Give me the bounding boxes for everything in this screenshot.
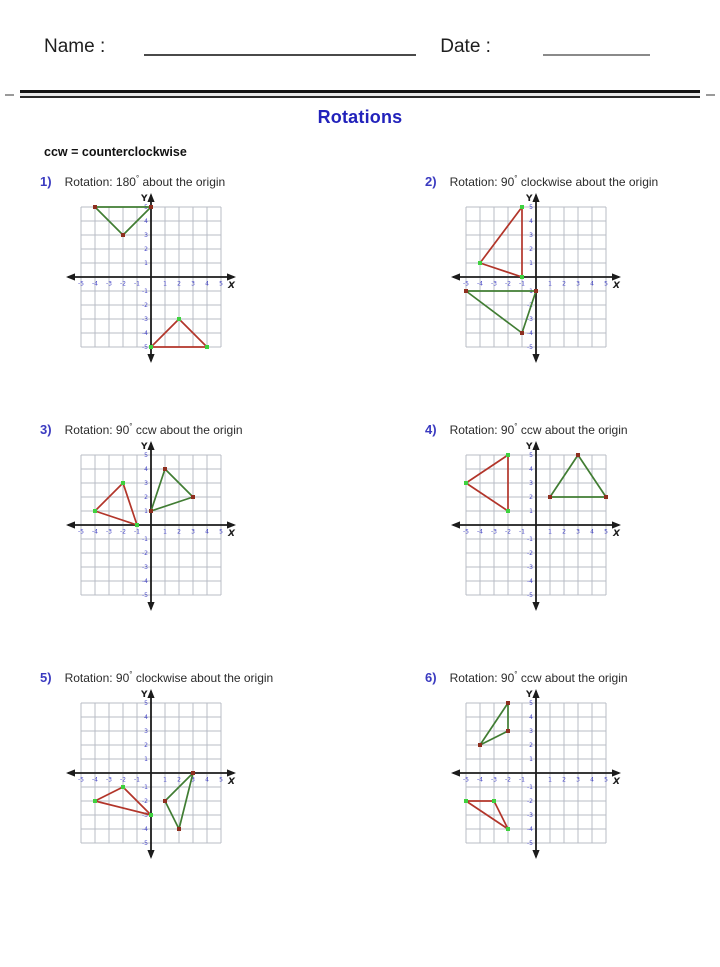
svg-text:2: 2 (529, 742, 533, 750)
svg-text:-2: -2 (120, 776, 126, 784)
svg-text:2: 2 (144, 742, 148, 750)
svg-text:5: 5 (529, 700, 533, 708)
svg-text:5: 5 (219, 280, 223, 288)
svg-text:4: 4 (590, 528, 594, 536)
svg-text:5: 5 (604, 776, 608, 784)
svg-text:-3: -3 (142, 812, 148, 820)
svg-text:1: 1 (144, 756, 148, 764)
svg-text:-2: -2 (527, 550, 533, 558)
svg-text:5: 5 (604, 280, 608, 288)
degree-symbol: ° (514, 422, 518, 431)
separator-bar (20, 90, 700, 98)
svg-text:-2: -2 (142, 798, 148, 806)
svg-text:-4: -4 (527, 330, 533, 338)
svg-text:-3: -3 (142, 316, 148, 324)
svg-text:4: 4 (529, 218, 533, 226)
svg-text:-4: -4 (527, 826, 533, 834)
svg-text:5: 5 (144, 204, 148, 212)
svg-text:-1: -1 (142, 288, 148, 296)
svg-text:3: 3 (576, 280, 580, 288)
problem-instruction: Rotation: 90° clockwise about the origin (64, 670, 274, 685)
svg-text:-2: -2 (527, 798, 533, 806)
svg-text:-4: -4 (477, 280, 483, 288)
svg-text:3: 3 (144, 728, 148, 736)
svg-text:3: 3 (191, 528, 195, 536)
problem-instruction: Rotation: 180° about the origin (64, 174, 226, 189)
svg-text:-5: -5 (142, 592, 148, 600)
svg-text:-3: -3 (106, 528, 112, 536)
svg-text:1: 1 (144, 508, 148, 516)
svg-text:X: X (228, 529, 235, 539)
svg-text:-5: -5 (463, 280, 469, 288)
svg-text:2: 2 (144, 246, 148, 254)
problem-number: 1) (40, 174, 52, 189)
svg-text:2: 2 (177, 528, 181, 536)
svg-text:3: 3 (191, 776, 195, 784)
problem-instruction: Rotation: 90° ccw about the origin (449, 670, 628, 685)
svg-text:1: 1 (548, 528, 552, 536)
svg-text:-2: -2 (505, 776, 511, 784)
svg-text:Y: Y (141, 690, 148, 700)
page-title: Rotations (317, 107, 403, 127)
svg-text:-5: -5 (527, 344, 533, 352)
svg-text:5: 5 (144, 700, 148, 708)
svg-text:-5: -5 (527, 840, 533, 848)
svg-text:1: 1 (548, 776, 552, 784)
degree-symbol: ° (129, 422, 133, 431)
svg-text:Y: Y (526, 690, 533, 700)
name-label: Name : (44, 36, 106, 57)
svg-text:-5: -5 (78, 776, 84, 784)
problem-number: 6) (425, 670, 437, 685)
svg-text:-1: -1 (527, 536, 533, 544)
svg-text:-2: -2 (505, 280, 511, 288)
problem-4 (425, 422, 720, 670)
svg-text:Y: Y (526, 194, 533, 204)
svg-text:4: 4 (529, 714, 533, 722)
svg-text:-1: -1 (527, 784, 533, 792)
svg-text:-4: -4 (92, 528, 98, 536)
svg-text:-5: -5 (463, 528, 469, 536)
svg-text:-3: -3 (527, 564, 533, 572)
svg-text:-2: -2 (142, 302, 148, 310)
svg-text:-5: -5 (463, 776, 469, 784)
svg-text:Y: Y (141, 442, 148, 452)
svg-text:-3: -3 (106, 776, 112, 784)
svg-text:-5: -5 (78, 528, 84, 536)
svg-text:1: 1 (144, 260, 148, 268)
svg-text:-1: -1 (142, 536, 148, 544)
svg-text:X: X (613, 281, 620, 291)
svg-text:2: 2 (562, 776, 566, 784)
problem-3 (40, 422, 425, 670)
svg-text:1: 1 (163, 280, 167, 288)
svg-text:3: 3 (529, 232, 533, 240)
svg-text:-3: -3 (491, 528, 497, 536)
svg-text:-1: -1 (519, 528, 525, 536)
coordinate-plane (447, 191, 625, 369)
problem-instruction: Rotation: 90° clockwise about the origin (449, 174, 659, 189)
svg-text:4: 4 (590, 776, 594, 784)
svg-text:3: 3 (576, 528, 580, 536)
problem-instruction: Rotation: 90° ccw about the origin (449, 422, 628, 437)
svg-text:3: 3 (576, 776, 580, 784)
svg-text:-4: -4 (142, 330, 148, 338)
svg-text:-3: -3 (491, 280, 497, 288)
svg-text:-3: -3 (142, 564, 148, 572)
svg-text:1: 1 (548, 280, 552, 288)
svg-text:-4: -4 (527, 578, 533, 586)
svg-text:-1: -1 (142, 784, 148, 792)
svg-text:-4: -4 (92, 776, 98, 784)
problem-number: 4) (425, 422, 437, 437)
svg-text:X: X (613, 529, 620, 539)
svg-text:3: 3 (191, 280, 195, 288)
svg-text:5: 5 (529, 204, 533, 212)
svg-text:4: 4 (205, 280, 209, 288)
svg-text:5: 5 (144, 452, 148, 460)
svg-text:2: 2 (562, 280, 566, 288)
degree-symbol: ° (514, 670, 518, 679)
degree-symbol: ° (514, 174, 518, 183)
svg-text:4: 4 (590, 280, 594, 288)
problem-number: 5) (40, 670, 52, 685)
svg-text:5: 5 (604, 528, 608, 536)
problem-number: 3) (40, 422, 52, 437)
svg-text:-5: -5 (142, 840, 148, 848)
coordinate-plane (62, 191, 240, 369)
svg-text:2: 2 (144, 494, 148, 502)
svg-text:-2: -2 (142, 550, 148, 558)
degree-symbol: ° (129, 670, 133, 679)
svg-text:-1: -1 (134, 528, 140, 536)
svg-text:-4: -4 (92, 280, 98, 288)
svg-text:5: 5 (529, 452, 533, 460)
problem-1 (40, 174, 425, 422)
svg-text:3: 3 (529, 480, 533, 488)
coordinate-plane (447, 687, 625, 865)
svg-text:4: 4 (205, 528, 209, 536)
svg-text:3: 3 (529, 728, 533, 736)
svg-text:-3: -3 (491, 776, 497, 784)
svg-text:-3: -3 (106, 280, 112, 288)
date-label: Date : (440, 36, 491, 57)
svg-text:2: 2 (529, 494, 533, 502)
svg-text:5: 5 (219, 528, 223, 536)
svg-text:-2: -2 (527, 302, 533, 310)
name-input-line[interactable] (144, 54, 416, 56)
svg-text:-4: -4 (142, 578, 148, 586)
svg-text:Y: Y (141, 194, 148, 204)
coordinate-plane (62, 439, 240, 617)
svg-text:2: 2 (529, 246, 533, 254)
svg-text:1: 1 (163, 528, 167, 536)
svg-text:4: 4 (205, 776, 209, 784)
svg-text:2: 2 (177, 280, 181, 288)
svg-text:X: X (228, 777, 235, 787)
svg-text:4: 4 (144, 218, 148, 226)
problem-5 (40, 670, 425, 918)
svg-text:1: 1 (529, 756, 533, 764)
date-input-line[interactable] (543, 54, 650, 56)
svg-text:-3: -3 (527, 812, 533, 820)
svg-text:1: 1 (163, 776, 167, 784)
svg-text:-1: -1 (134, 280, 140, 288)
svg-text:-4: -4 (142, 826, 148, 834)
svg-text:-5: -5 (78, 280, 84, 288)
svg-text:4: 4 (144, 466, 148, 474)
svg-text:-2: -2 (120, 528, 126, 536)
svg-text:2: 2 (562, 528, 566, 536)
svg-text:-4: -4 (477, 528, 483, 536)
worksheet-header (44, 36, 680, 58)
svg-text:-1: -1 (519, 776, 525, 784)
svg-text:2: 2 (177, 776, 181, 784)
svg-text:-5: -5 (527, 592, 533, 600)
ccw-note: ccw = counterclockwise (44, 145, 187, 159)
problem-instruction: Rotation: 90° ccw about the origin (64, 422, 243, 437)
svg-text:Y: Y (526, 442, 533, 452)
svg-text:4: 4 (529, 466, 533, 474)
coordinate-plane (62, 687, 240, 865)
svg-text:-3: -3 (527, 316, 533, 324)
svg-text:-2: -2 (505, 528, 511, 536)
problem-6 (425, 670, 720, 918)
svg-text:X: X (228, 281, 235, 291)
problems-grid (0, 174, 720, 918)
svg-text:X: X (613, 777, 620, 787)
svg-text:-2: -2 (120, 280, 126, 288)
svg-text:3: 3 (144, 232, 148, 240)
svg-text:5: 5 (219, 776, 223, 784)
svg-text:-1: -1 (519, 280, 525, 288)
svg-text:1: 1 (529, 508, 533, 516)
svg-text:1: 1 (529, 260, 533, 268)
problem-number: 2) (425, 174, 437, 189)
svg-text:3: 3 (144, 480, 148, 488)
svg-text:4: 4 (144, 714, 148, 722)
coordinate-plane (447, 439, 625, 617)
svg-text:-1: -1 (134, 776, 140, 784)
svg-text:-5: -5 (142, 344, 148, 352)
degree-symbol: ° (135, 174, 140, 183)
svg-text:-4: -4 (477, 776, 483, 784)
problem-2 (425, 174, 720, 422)
svg-text:-1: -1 (527, 288, 533, 296)
